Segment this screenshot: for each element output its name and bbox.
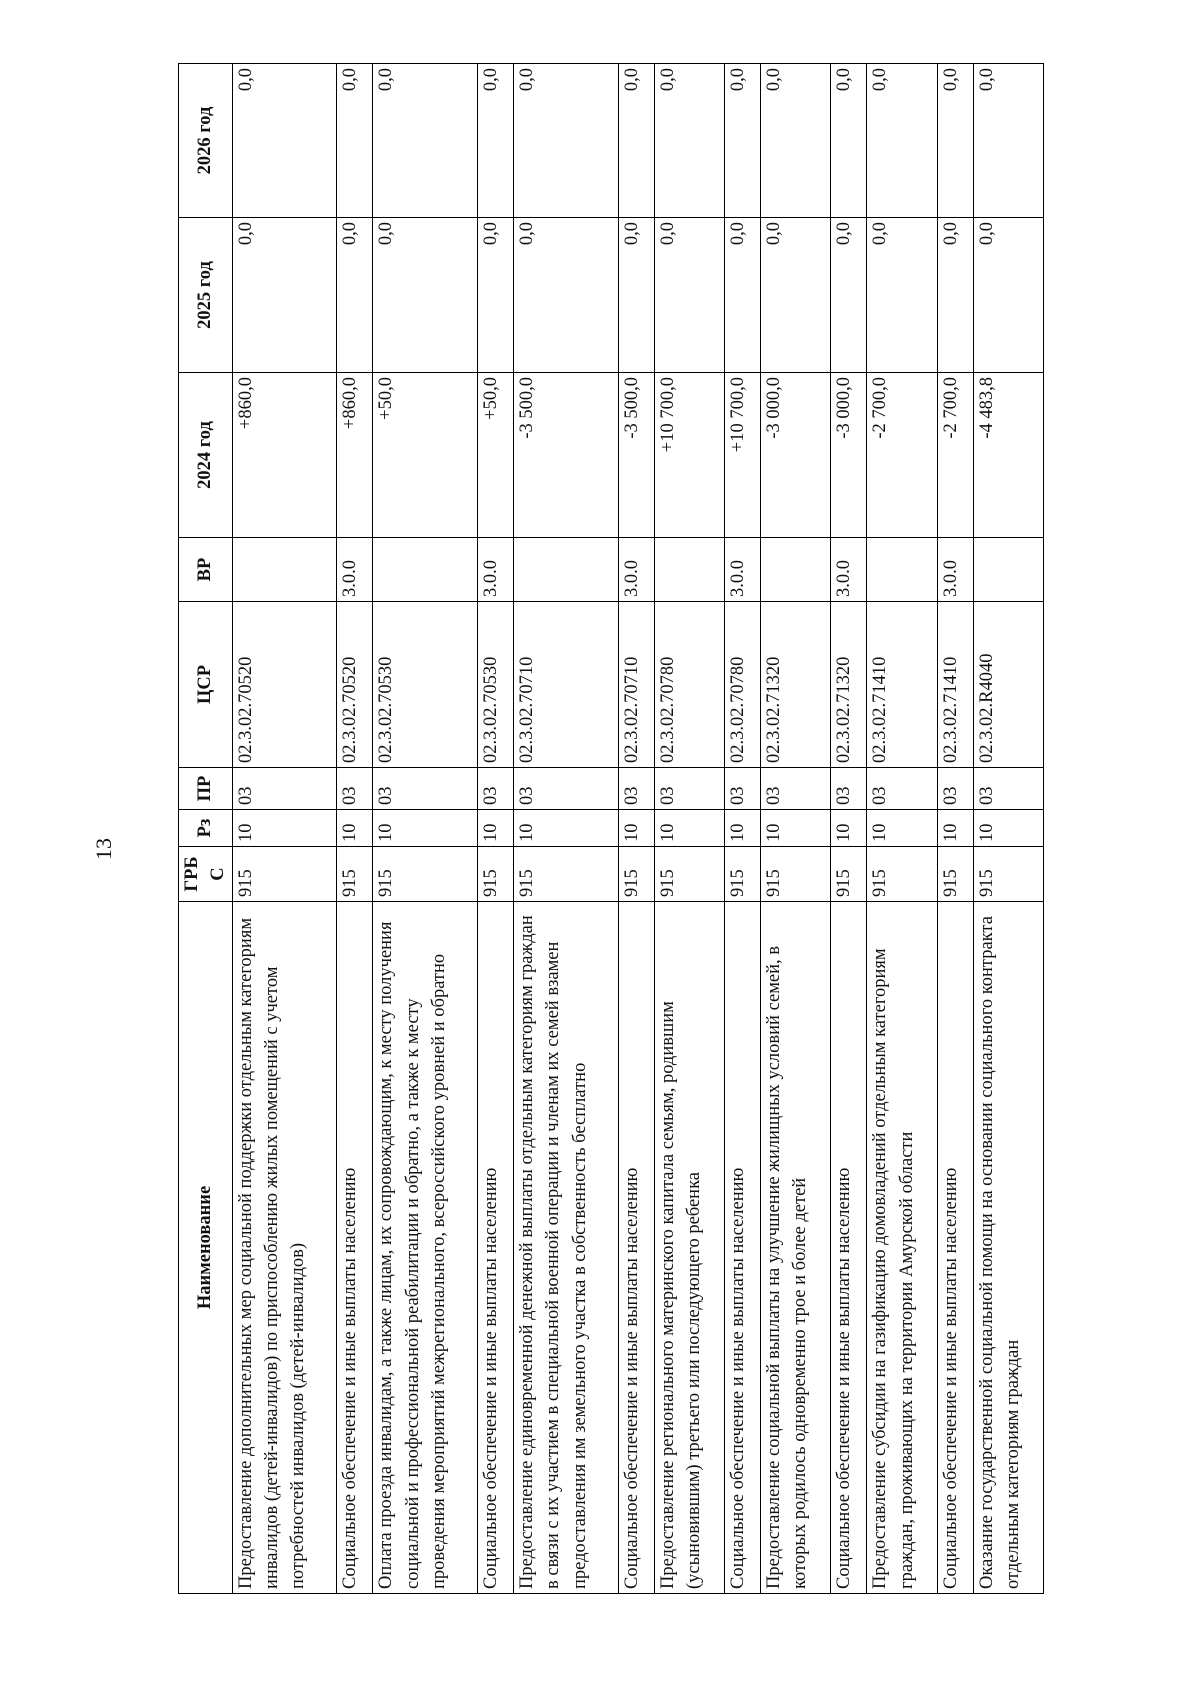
cell-grbs: 915 — [514, 847, 619, 902]
cell-vr: 3.0.0 — [618, 538, 654, 602]
cell-2024: -3 500,0 — [514, 373, 619, 538]
cell-grbs: 915 — [478, 847, 514, 902]
cell-grbs: 915 — [761, 847, 831, 902]
cell-rz: 10 — [514, 810, 619, 847]
cell-rz: 10 — [232, 810, 337, 847]
table-row — [654, 64, 724, 1594]
cell-pr: 03 — [654, 768, 724, 810]
header-2025: 2025 год — [179, 218, 233, 373]
cell-2026: 0,0 — [725, 64, 761, 218]
cell-vr: 3.0.0 — [831, 538, 867, 602]
table-row — [937, 64, 973, 1594]
page-number: 13 — [91, 838, 116, 860]
cell-csr: 02.3.02.71410 — [867, 602, 937, 768]
cell-vr — [232, 538, 337, 602]
cell-2025: 0,0 — [867, 218, 937, 373]
cell-name: Социальное обеспечение и иные выплаты населению — [618, 902, 654, 1594]
cell-csr: 02.3.02.71320 — [831, 602, 867, 768]
cell-2026: 0,0 — [867, 64, 937, 218]
cell-grbs: 915 — [337, 847, 373, 902]
cell-rz: 10 — [973, 810, 1043, 847]
cell-rz: 10 — [761, 810, 831, 847]
cell-rz: 10 — [337, 810, 373, 847]
cell-2024: -3 500,0 — [618, 373, 654, 538]
cell-grbs: 915 — [831, 847, 867, 902]
cell-2026: 0,0 — [937, 64, 973, 218]
table-row — [973, 64, 1043, 1594]
cell-pr: 03 — [831, 768, 867, 810]
cell-name: Оказание государственной социальной помощи на основании социального контракта отдельным категориям граждан — [973, 902, 1043, 1594]
header-csr: ЦСР — [179, 602, 233, 768]
cell-grbs: 915 — [232, 847, 337, 902]
cell-vr: 3.0.0 — [478, 538, 514, 602]
cell-rz: 10 — [654, 810, 724, 847]
cell-2025: 0,0 — [761, 218, 831, 373]
cell-2024: +50,0 — [478, 373, 514, 538]
cell-name: Социальное обеспечение и иные выплаты населению — [937, 902, 973, 1594]
cell-csr: 02.3.02.R4040 — [973, 602, 1043, 768]
cell-2024: +50,0 — [373, 373, 478, 538]
cell-2024: -2 700,0 — [937, 373, 973, 538]
cell-rz: 10 — [478, 810, 514, 847]
table-body — [232, 64, 1043, 1594]
cell-csr: 02.3.02.70710 — [618, 602, 654, 768]
table-row — [232, 64, 337, 1594]
cell-name: Предоставление субсидии на газификацию домовладений отдельным категориям граждан, проживающих на территории Амурской области — [867, 902, 937, 1594]
table-row — [867, 64, 937, 1594]
cell-2025: 0,0 — [618, 218, 654, 373]
cell-2025: 0,0 — [373, 218, 478, 373]
rotated-table-container — [178, 64, 1044, 1594]
cell-grbs: 915 — [618, 847, 654, 902]
cell-pr: 03 — [867, 768, 937, 810]
table-row — [514, 64, 619, 1594]
cell-2026: 0,0 — [831, 64, 867, 218]
cell-pr: 03 — [373, 768, 478, 810]
cell-name: Социальное обеспечение и иные выплаты населению — [478, 902, 514, 1594]
cell-grbs: 915 — [937, 847, 973, 902]
cell-name: Социальное обеспечение и иные выплаты населению — [831, 902, 867, 1594]
cell-name: Предоставление единовременной денежной выплаты отдельным категориям граждан в связи с их участием в специальной военной операции и членам их семей взамен предоставления им земельного участка в собственность бесплатно — [514, 902, 619, 1594]
cell-vr — [867, 538, 937, 602]
cell-rz: 10 — [937, 810, 973, 847]
cell-2025: 0,0 — [478, 218, 514, 373]
cell-csr: 02.3.02.70520 — [337, 602, 373, 768]
cell-csr: 02.3.02.70780 — [725, 602, 761, 768]
cell-rz: 10 — [831, 810, 867, 847]
table-row — [373, 64, 478, 1594]
cell-csr: 02.3.02.70530 — [373, 602, 478, 768]
cell-vr — [654, 538, 724, 602]
cell-2025: 0,0 — [337, 218, 373, 373]
cell-name: Оплата проезда инвалидам, а также лицам, их сопровождающим, к месту получения социальной и профессиональной реабилитации и обратно, а также к месту проведения мероприятий межрегионального, всероссийского уровней и обратно — [373, 902, 478, 1594]
cell-2025: 0,0 — [514, 218, 619, 373]
cell-rz: 10 — [618, 810, 654, 847]
cell-2024: -4 483,8 — [973, 373, 1043, 538]
cell-grbs: 915 — [373, 847, 478, 902]
cell-csr: 02.3.02.71320 — [761, 602, 831, 768]
cell-pr: 03 — [232, 768, 337, 810]
cell-grbs: 915 — [867, 847, 937, 902]
cell-csr: 02.3.02.70780 — [654, 602, 724, 768]
cell-2025: 0,0 — [725, 218, 761, 373]
cell-2024: +10 700,0 — [654, 373, 724, 538]
cell-2026: 0,0 — [232, 64, 337, 218]
cell-2026: 0,0 — [761, 64, 831, 218]
cell-csr: 02.3.02.70710 — [514, 602, 619, 768]
cell-vr — [514, 538, 619, 602]
table-row — [725, 64, 761, 1594]
table-row — [618, 64, 654, 1594]
cell-2025: 0,0 — [973, 218, 1043, 373]
cell-2024: +10 700,0 — [725, 373, 761, 538]
cell-2026: 0,0 — [373, 64, 478, 218]
cell-2026: 0,0 — [618, 64, 654, 218]
cell-vr: 3.0.0 — [725, 538, 761, 602]
cell-vr — [761, 538, 831, 602]
cell-vr — [973, 538, 1043, 602]
cell-2025: 0,0 — [232, 218, 337, 373]
table-row — [478, 64, 514, 1594]
cell-grbs: 915 — [725, 847, 761, 902]
header-2024: 2024 год — [179, 373, 233, 538]
cell-name: Социальное обеспечение и иные выплаты населению — [725, 902, 761, 1594]
cell-vr: 3.0.0 — [337, 538, 373, 602]
cell-2026: 0,0 — [973, 64, 1043, 218]
cell-pr: 03 — [618, 768, 654, 810]
cell-pr: 03 — [725, 768, 761, 810]
cell-rz: 10 — [725, 810, 761, 847]
cell-name: Предоставление регионального материнского капитала семьям, родившим (усыновившим) третьего или последующего ребенка — [654, 902, 724, 1594]
cell-2025: 0,0 — [831, 218, 867, 373]
cell-rz: 10 — [867, 810, 937, 847]
cell-grbs: 915 — [973, 847, 1043, 902]
cell-2026: 0,0 — [514, 64, 619, 218]
cell-name: Предоставление дополнительных мер социальной поддержки отдельным категориям инвалидов (детей-инвалидов) по приспособлению жилых помещений с учетом потребностей инвалидов (детей-инвалидов) — [232, 902, 337, 1594]
header-pr: ПР — [179, 768, 233, 810]
cell-2026: 0,0 — [654, 64, 724, 218]
table-row — [761, 64, 831, 1594]
cell-csr: 02.3.02.70520 — [232, 602, 337, 768]
cell-pr: 03 — [937, 768, 973, 810]
cell-rz: 10 — [373, 810, 478, 847]
cell-pr: 03 — [337, 768, 373, 810]
cell-vr — [373, 538, 478, 602]
cell-pr: 03 — [514, 768, 619, 810]
cell-pr: 03 — [478, 768, 514, 810]
table-row — [337, 64, 373, 1594]
table-header-row — [179, 64, 233, 1594]
cell-2024: -3 000,0 — [761, 373, 831, 538]
cell-pr: 03 — [973, 768, 1043, 810]
cell-2025: 0,0 — [654, 218, 724, 373]
header-vr: ВР — [179, 538, 233, 602]
cell-pr: 03 — [761, 768, 831, 810]
cell-vr: 3.0.0 — [937, 538, 973, 602]
table-row — [831, 64, 867, 1594]
cell-2024: +860,0 — [232, 373, 337, 538]
header-name: Наименование — [179, 902, 233, 1594]
cell-grbs: 915 — [654, 847, 724, 902]
header-grbs: ГРБС — [179, 847, 233, 902]
cell-csr: 02.3.02.70530 — [478, 602, 514, 768]
header-2026: 2026 год — [179, 64, 233, 218]
cell-2025: 0,0 — [937, 218, 973, 373]
budget-table — [178, 63, 1044, 1594]
header-rz: Рз — [179, 810, 233, 847]
cell-2024: -2 700,0 — [867, 373, 937, 538]
cell-csr: 02.3.02.71410 — [937, 602, 973, 768]
cell-name: Социальное обеспечение и иные выплаты населению — [337, 902, 373, 1594]
cell-2026: 0,0 — [478, 64, 514, 218]
cell-2024: -3 000,0 — [831, 373, 867, 538]
cell-2026: 0,0 — [337, 64, 373, 218]
cell-2024: +860,0 — [337, 373, 373, 538]
cell-name: Предоставление социальной выплаты на улучшение жилищных условий семей, в которых родилось одновременно трое и более детей — [761, 902, 831, 1594]
